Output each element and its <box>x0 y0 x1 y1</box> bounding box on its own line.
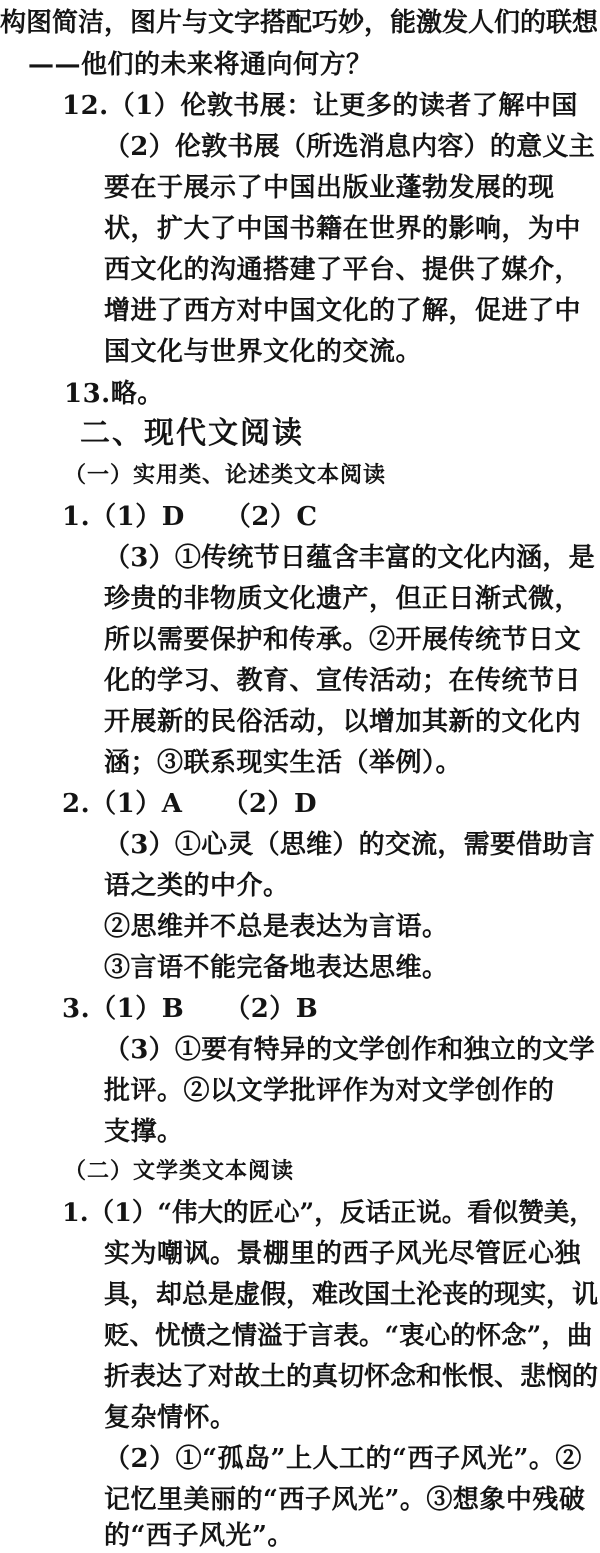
answer-1-3-line-2: 珍贵的非物质文化遗产，但正日渐式微， <box>104 584 582 614</box>
answer-1-3-line-6: 涵；③联系现实生活（举例）。 <box>104 748 463 778</box>
literary-answer-1-1-line-2: 实为嘲讽。景棚里的西子风光尽管匠心独 <box>104 1239 582 1269</box>
answer-2-3-line-4: ③言语不能完备地表达思维。 <box>104 953 449 983</box>
answer-12-2-line-5: 增进了西方对中国文化的了解，促进了中 <box>104 296 582 326</box>
answer-12-2-line-6: 国文化与世界文化的交流。 <box>104 337 423 367</box>
subsection-title-practical-reading: （一）实用类、论述类文本阅读 <box>64 462 387 488</box>
literary-answer-1-2-line-1: （2）①“孤岛”上人工的“西子风光”。② <box>104 1444 582 1474</box>
answer-12-2-line-3: 状，扩大了中国书籍在世界的影响，为中 <box>104 214 582 244</box>
text-line-2: ——他们的未来将通向何方？ <box>28 50 373 80</box>
answer-13: 13.略。 <box>64 379 164 409</box>
answer-1-3-line-4: 化的学习、教育、宣传活动；在传统节日 <box>104 666 582 696</box>
literary-answer-1-1-line-3: 具，却总是虚假，难改国土沦丧的现实，讥 <box>104 1280 599 1310</box>
answer-2-3-line-2: 语之类的中介。 <box>104 871 290 901</box>
answer-1-3-line-5: 开展新的民俗活动，以增加其新的文化内 <box>104 707 582 737</box>
text-line-1: 构图简洁，图片与文字搭配巧妙，能激发人们的联想 <box>0 8 599 38</box>
literary-answer-1-1-line-6: 复杂情怀。 <box>104 1403 237 1433</box>
section-title-modern-reading: 二、现代文阅读 <box>80 416 304 451</box>
answer-12-2-line-4: 西文化的沟通搭建了平台、提供了媒介， <box>104 255 582 285</box>
answer-2-choices: 2.（1）A （2）D <box>62 789 318 819</box>
literary-answer-1-2-line-2: 记忆里美丽的“西子风光”。③想象中残破 <box>104 1485 586 1515</box>
answer-12-1: 12.（1）伦敦书展：让更多的读者了解中国 <box>62 91 578 121</box>
literary-answer-1-2-line-3: 的“西子风光”。 <box>104 1521 294 1551</box>
answer-3-3-line-2: 批评。②以文学批评作为对文学创作的 <box>104 1076 555 1106</box>
literary-answer-1-1-line-5: 折表达了对故土的真切怀念和怅恨、悲悯的 <box>104 1362 599 1392</box>
answer-12-2-line-1: （2）伦敦书展（所选消息内容）的意义主 <box>104 132 595 162</box>
literary-answer-1-1-line-4: 贬、忧愤之情溢于言表。“衷心的怀念”，曲 <box>104 1321 593 1351</box>
subsection-title-literary-reading: （二）文学类文本阅读 <box>64 1158 295 1184</box>
answer-1-3-line-3: 所以需要保护和传承。②开展传统节日文 <box>104 625 582 655</box>
answer-3-choices: 3.（1）B （2）B <box>62 994 319 1024</box>
answer-3-3-line-3: 支撑。 <box>104 1117 184 1147</box>
answer-3-3-line-1: （3）①要有特异的文学创作和独立的文学 <box>104 1035 595 1065</box>
answer-1-3-line-1: （3）①传统节日蕴含丰富的文化内涵，是 <box>104 543 595 573</box>
answer-12-2-line-2: 要在于展示了中国出版业蓬勃发展的现 <box>104 173 555 203</box>
literary-answer-1-1-line-1: 1.（1）“伟大的匠心”，反话正说。看似赞美， <box>62 1198 595 1228</box>
answer-2-3-line-3: ②思维并不总是表达为言语。 <box>104 912 449 942</box>
answer-1-choices: 1.（1）D （2）C <box>62 502 318 532</box>
answer-2-3-line-1: （3）①心灵（思维）的交流，需要借助言 <box>104 830 595 860</box>
